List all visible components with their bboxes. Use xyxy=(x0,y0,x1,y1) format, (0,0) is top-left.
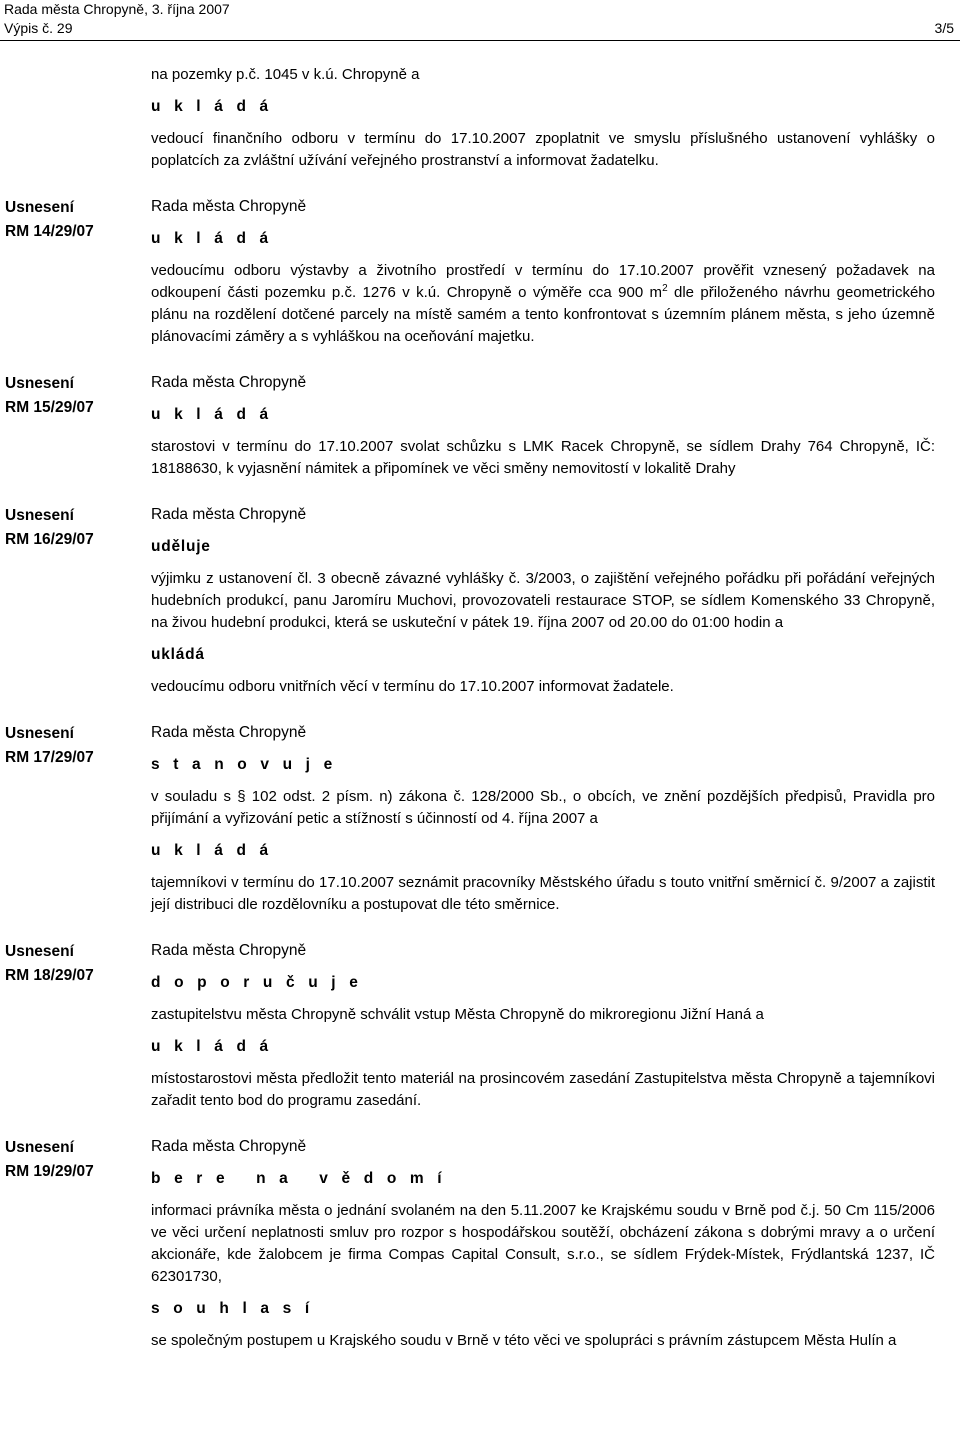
issuer: Rada města Chropyně xyxy=(151,1138,307,1155)
header-title: Rada města Chropyně, 3. října 2007 xyxy=(4,1,230,17)
resolution-text-2: tajemníkovi v termínu do 17.10.2007 seznámit pracovníky Městského úřadu s touto vnitřní směrnicí č. 9/2007 a zajistit její distribuci dle rozdělovníku a postupovat dle této směrnice. xyxy=(151,874,935,913)
issuer: Rada města Chropyně xyxy=(151,506,307,523)
page-header xyxy=(4,0,954,38)
intro-text-2: vedoucí finančního odboru v termínu do 17.10.2007 zpoplatnit ve smyslu příslušného ustanovení vyhlášky o poplatcích za zvláštní užívání veřejného prostranství a informovat žadatelku. xyxy=(151,130,935,169)
resolution-word: Usnesení xyxy=(5,375,74,392)
resolution-word: Usnesení xyxy=(5,943,74,960)
resolution-rm18 xyxy=(0,940,960,1112)
verb-2: u k l á d á xyxy=(151,842,273,859)
verb: d o p o r u č u j e xyxy=(151,974,363,991)
resolution-number: RM 16/29/07 xyxy=(5,531,94,548)
resolution-label xyxy=(5,372,125,420)
resolution-text xyxy=(151,260,935,348)
verb-2: u k l á d á xyxy=(151,1038,273,1055)
resolution-label xyxy=(5,196,125,244)
issuer: Rada města Chropyně xyxy=(151,942,307,959)
resolution-label xyxy=(5,940,125,988)
resolution-text-2: se společným postupem u Krajského soudu v Brně v této věci ve spolupráci s právním zástupcem Města Hulín a xyxy=(151,1332,897,1349)
superscript: 2 xyxy=(662,283,668,294)
issuer: Rada města Chropyně xyxy=(151,374,307,391)
resolution-word: Usnesení xyxy=(5,507,74,524)
intro-block xyxy=(0,64,960,172)
document-body xyxy=(0,64,960,1352)
verb: u k l á d á xyxy=(151,406,273,423)
intro-verb: u k l á d á xyxy=(151,98,273,115)
resolution-label xyxy=(5,722,125,770)
issuer: Rada města Chropyně xyxy=(151,198,307,215)
verb: b e r e n a v ě d o m í xyxy=(151,1170,447,1187)
resolution-text-2: vedoucímu odboru vnitřních věcí v termínu do 17.10.2007 informovat žadatele. xyxy=(151,678,674,695)
resolution-number: RM 15/29/07 xyxy=(5,399,94,416)
issuer: Rada města Chropyně xyxy=(151,724,307,741)
text-part-a: vedoucímu odboru výstavby a životního prostředí v termínu do 17.10.2007 prověřit vznesený požadavek na odkoupení části pozemku p.č. 1276 v k.ú. Chropyně o výměře cca 900 m xyxy=(151,262,935,301)
verb-2: ukládá xyxy=(151,646,205,663)
resolution-rm14 xyxy=(0,196,960,348)
page-number: 3/5 xyxy=(934,20,954,36)
resolution-number: RM 19/29/07 xyxy=(5,1163,94,1180)
resolution-word: Usnesení xyxy=(5,199,74,216)
verb: uděluje xyxy=(151,538,211,555)
resolution-label xyxy=(5,1136,125,1184)
resolution-number: RM 18/29/07 xyxy=(5,967,94,984)
resolution-label xyxy=(5,504,125,552)
resolution-text: starostovi v termínu do 17.10.2007 svolat schůzku s LMK Racek Chropyně, se sídlem Drahy 764 Chropyně, IČ: 18188630, k vyjasnění námitek a připomínek ve věci směny nemovitostí v lokalitě Drahy xyxy=(151,438,935,477)
resolution-word: Usnesení xyxy=(5,725,74,742)
resolution-rm15 xyxy=(0,372,960,480)
resolution-rm19 xyxy=(0,1136,960,1352)
resolution-number: RM 17/29/07 xyxy=(5,749,94,766)
resolution-rm17 xyxy=(0,722,960,916)
text-part-b: dle přiloženého návrhu geometrického plánu na rozdělení dotčené parcely na místě samém a tento konfrontovat s územním plánem města, s jeho územně plánovacími záměry a s vyhláškou na oceňování majetku. xyxy=(151,284,935,345)
header-issue: Výpis č. 29 xyxy=(4,20,73,36)
resolution-text: informaci právníka města o jednání svolaném na den 5.11.2007 ke Krajskému soudu v Brně pod č.j. 50 Cm 115/2006 ve věci určení neplatnosti smluv pro rozpor s hospodářskou soutěží, obcházení zákona s dobrými mravy a o určení akcionáře, kde žalobcem je firma Compas Capital Consult, s.r.o., se sídlem Frýdek-Místek, Frýdlantská 1237, IČ 62301730, xyxy=(151,1202,935,1285)
resolution-text: v souladu s § 102 odst. 2 písm. n) zákona č. 128/2000 Sb., o obcích, ve znění pozdějších předpisů, Pravidla pro přijímání a vyřizování petic a stížností s účinností od 4. října 2007 a xyxy=(151,788,935,827)
resolution-word: Usnesení xyxy=(5,1139,74,1156)
verb: s t a n o v u j e xyxy=(151,756,337,773)
verb: u k l á d á xyxy=(151,230,273,247)
resolution-number: RM 14/29/07 xyxy=(5,223,94,240)
verb-2: s o u h l a s í xyxy=(151,1300,314,1317)
resolution-rm16 xyxy=(0,504,960,698)
resolution-text: výjimku z ustanovení čl. 3 obecně závazné vyhlášky č. 3/2003, o zajištění veřejného pořádku při pořádání veřejných hudebních produkcí, panu Jaromíru Muchovi, provozovateli restaurace STOP, se sídlem Komenského 33 Chropyně, na živou hudební produkci, která se uskuteční v pátek 19. října 2007 od 20.00 do 01:00 hodin a xyxy=(151,570,935,631)
header-line2 xyxy=(4,19,954,38)
resolution-text: zastupitelstvu města Chropyně schválit vstup Města Chropyně do mikroregionu Jižní Haná a xyxy=(151,1006,764,1023)
intro-text-1: na pozemky p.č. 1045 v k.ú. Chropyně a xyxy=(151,66,420,83)
header-divider xyxy=(0,40,960,41)
resolution-text-2: místostarostovi města předložit tento materiál na prosincovém zasedání Zastupitelstva města Chropyně a tajemníkovi zařadit tento bod do programu zasedání. xyxy=(151,1070,935,1109)
